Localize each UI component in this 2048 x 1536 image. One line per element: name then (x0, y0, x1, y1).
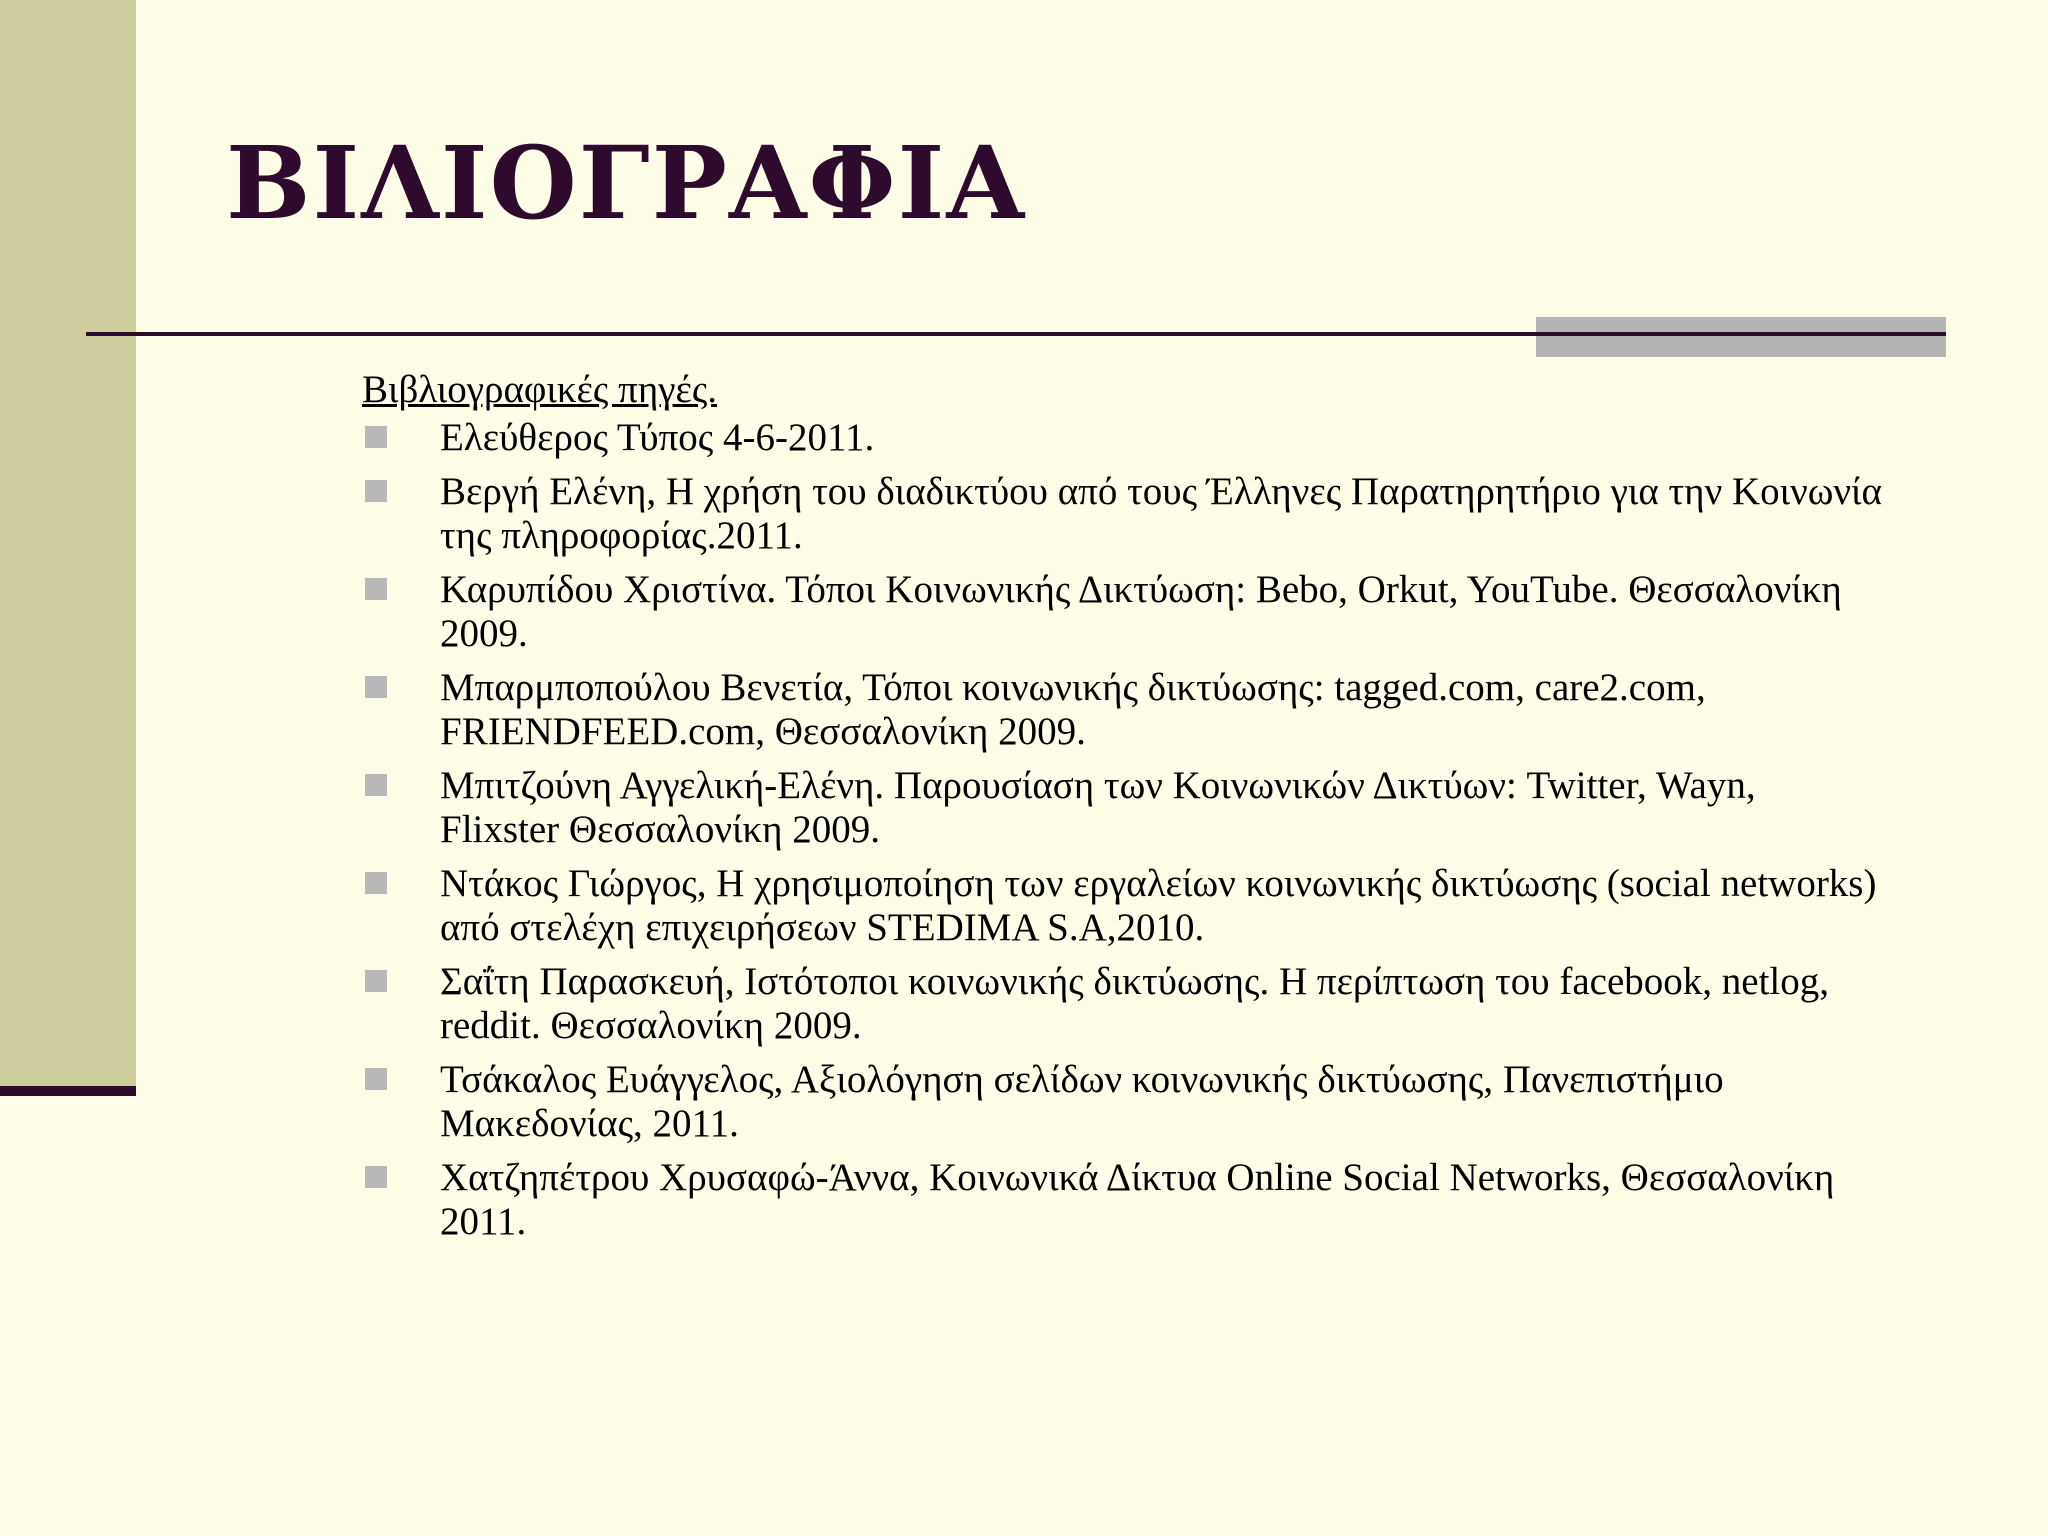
reference-item (362, 764, 1882, 852)
slide-title: ΒΙΛΙΟΓΡΑΦΙΑ (226, 124, 1027, 242)
square-bullet-icon (365, 1166, 387, 1188)
square-bullet-icon (365, 774, 387, 796)
reference-item (362, 862, 1882, 950)
square-bullet-icon (365, 480, 387, 502)
square-bullet-icon (365, 426, 387, 448)
square-bullet-icon (365, 676, 387, 698)
reference-text: Μπιτζούνη Αγγελική-Ελένη. Παρουσίαση των Κοινωνικών Δικτύων: Twitter, Wayn, Flixster Θεσσαλονίκη 2009. (440, 764, 1756, 851)
section-heading: Βιβλιογραφικές πηγές. (362, 368, 718, 411)
reference-text: Τσάκαλος Ευάγγελος, Αξιολόγηση σελίδων κοινωνικής δικτύωσης, Πανεπιστήμιο Μακεδονίας, 2011. (440, 1058, 1724, 1145)
reference-text: Βεργή Ελένη, Η χρήση του διαδικτύου από τους Έλληνες Παρατηρητήριο για την Κοινωνία της πληροφορίας.2011. (440, 470, 1882, 557)
reference-item (362, 416, 1882, 460)
reference-text: Μπαρμποπούλου Βενετία, Τόποι κοινωνικής δικτύωσης: tagged.com, care2.com, FRIENDFEED.com, Θεσσαλονίκη 2009. (440, 666, 1706, 753)
reference-text: Σαΐτη Παρασκευή, Ιστότοποι κοινωνικής δικτύωσης. Η περίπτωση του facebook, netlog, reddit. Θεσσαλονίκη 2009. (440, 960, 1829, 1047)
slide-content (362, 368, 1882, 1254)
reference-text: Καρυπίδου Χριστίνα. Τόποι Κοινωνικής Δικτύωση: Bebo, Orkut, YouTube. Θεσσαλονίκη 2009. (440, 568, 1842, 655)
reference-text: Χατζηπέτρου Χρυσαφώ-Άννα, Κοινωνικά Δίκτυα Online Social Networks, Θεσσαλονίκη 2011. (440, 1156, 1835, 1243)
divider-accent-line (1536, 332, 1946, 336)
reference-item (362, 666, 1882, 754)
square-bullet-icon (365, 1068, 387, 1090)
reference-list (362, 416, 1882, 1244)
reference-item (362, 1156, 1882, 1244)
reference-item (362, 1058, 1882, 1146)
square-bullet-icon (365, 872, 387, 894)
divider-accent-block (1536, 317, 1946, 357)
reference-text: Ντάκος Γιώργος, Η χρησιμοποίηση των εργαλείων κοινωνικής δικτύωσης (social networks) από στελέχη επιχειρήσεων STEDIMA S.A,2010. (440, 862, 1877, 949)
reference-item (362, 470, 1882, 558)
reference-text: Ελεύθερος Τύπος 4-6-2011. (440, 416, 875, 459)
square-bullet-icon (365, 578, 387, 600)
reference-item (362, 960, 1882, 1048)
side-bar (0, 0, 136, 1090)
square-bullet-icon (365, 970, 387, 992)
side-bar-base (0, 1086, 136, 1096)
reference-item (362, 568, 1882, 656)
